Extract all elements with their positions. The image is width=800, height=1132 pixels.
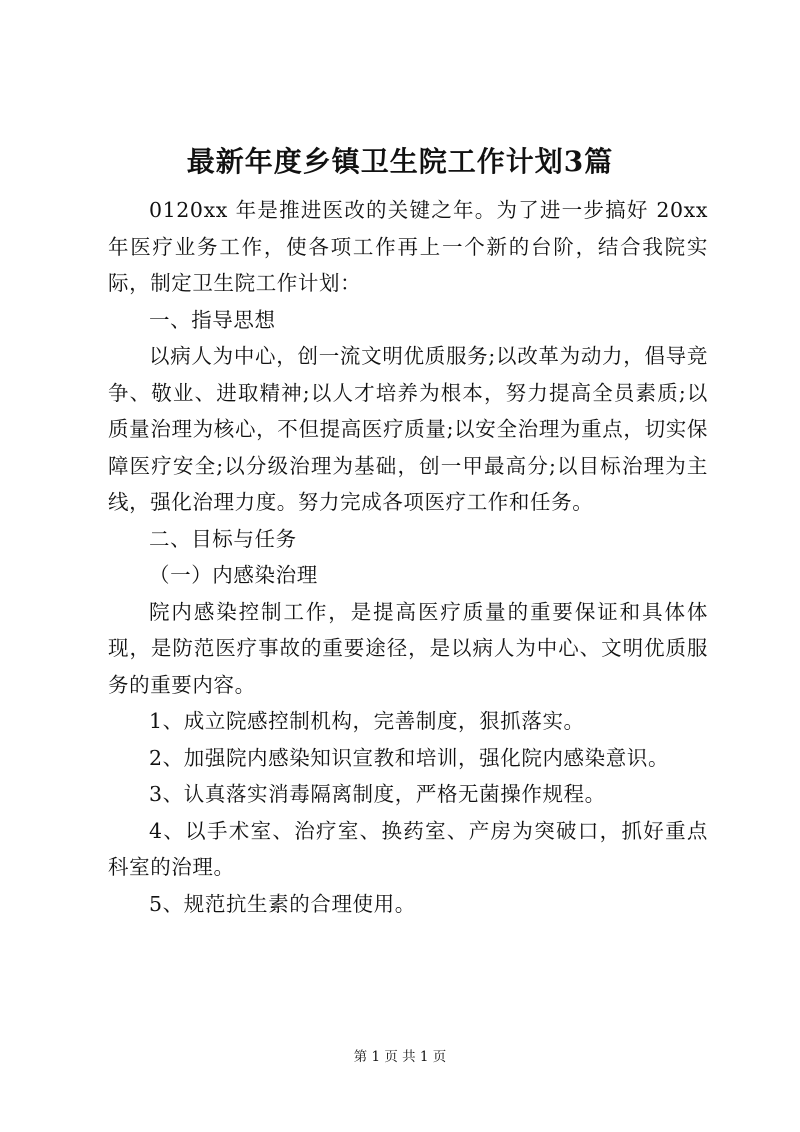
page-footer: 第 1 页 共 1 页 bbox=[353, 1049, 447, 1065]
list-item-2: 2、加强院内感染知识宣教和培训，强化院内感染意识。 bbox=[149, 745, 670, 770]
paragraph-infection-control: 院内感染控制工作，是提高医疗质量的重要保证和具体体现，是防范医疗事故的重要途径，是以病人为中心、文明优质服务的重要内容。 bbox=[108, 599, 708, 697]
document-title: 最新年度乡镇卫生院工作计划3篇 bbox=[186, 145, 614, 178]
document-body bbox=[108, 192, 708, 922]
section-heading-guiding-ideology: 一、指导思想 bbox=[149, 307, 276, 332]
section-heading-goals-tasks: 二、目标与任务 bbox=[149, 526, 297, 551]
list-item-5: 5、规范抗生素的合理使用。 bbox=[149, 891, 416, 916]
paragraph-intro: 0120xx 年是推进医改的关键之年。为了进一步搞好 20xx 年医疗业务工作，使各项工作再上一个新的台阶，结合我院实际，制定卫生院工作计划： bbox=[108, 198, 708, 295]
list-item-3: 3、认真落实消毒隔离制度，严格无菌操作规程。 bbox=[149, 782, 606, 806]
paragraph-guiding-ideology: 以病人为中心，创一流文明优质服务;以改革为动力，倡导竞争、敬业、进取精神;以人才培养为根本，努力提高全员素质;以质量治理为核心，不但提高医疗质量;以安全治理为重点，切实保障医疗安全;以分级治理为基础，创一甲最高分;以目标治理为主线，强化治理力度。努力完成各项医疗工作和任务。 bbox=[108, 344, 708, 514]
list-item-1: 1、成立院感控制机构，完善制度，狠抓落实。 bbox=[149, 709, 585, 733]
subsection-heading-infection-control: （一）内感染治理 bbox=[149, 563, 318, 587]
list-item-4: 4、以手术室、治疗室、换药室、产房为突破口，抓好重点科室的治理。 bbox=[108, 818, 708, 879]
